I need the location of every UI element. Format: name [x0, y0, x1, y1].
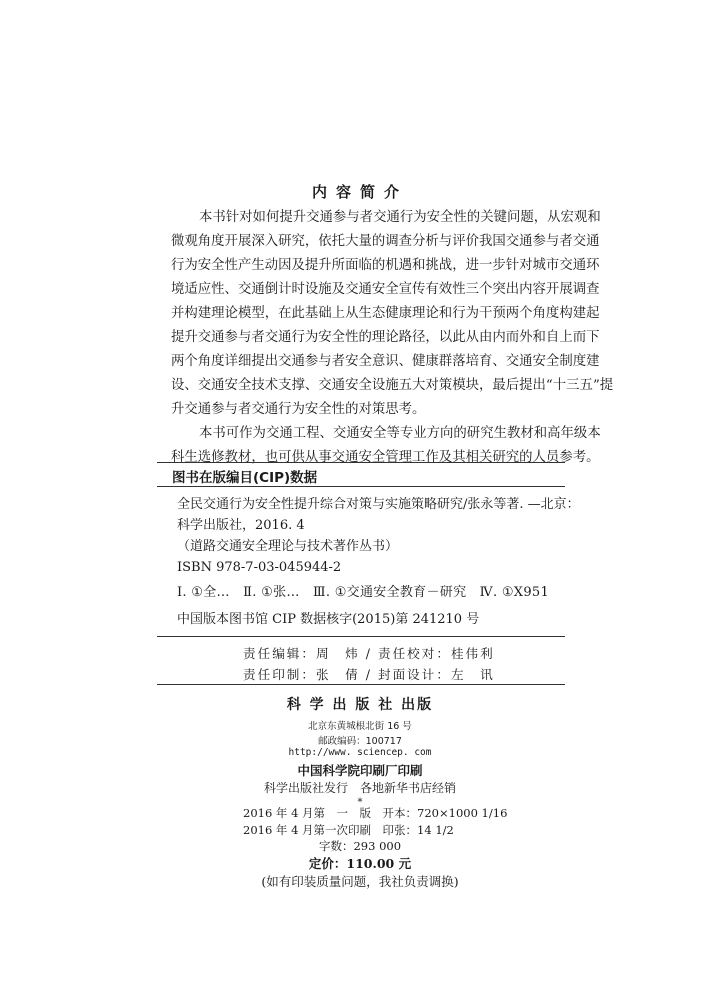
cip-line: 科学出版社，2016. 4	[177, 518, 305, 533]
publisher-postcode: 邮政编码：100717	[318, 736, 402, 747]
summary-p1-line: 境适应性、交通倒计时设施及交通安全宣传有效性三个突出内容开展调查	[171, 282, 600, 297]
summary-p1-line: 升交通参与者交通行为安全性的对策思考。	[171, 402, 426, 417]
summary-p1-line: 本书针对如何提升交通参与者交通行为安全性的关键问题，从宏观和	[199, 210, 601, 225]
summary-p1-line: 提升交通参与者交通行为安全性的理论路径，以此从由内而外和自上而下	[171, 330, 600, 345]
divider-rule	[157, 636, 565, 637]
divider-rule	[157, 684, 565, 685]
cip-line: （道路交通安全理论与技术著作丛书）	[177, 539, 399, 554]
distribution-info: 科学出版社发行 各地新华书店经销	[263, 781, 456, 795]
cip-line: 全民交通行为安全性提升综合对策与实施策略研究/张永等著. —北京：	[177, 497, 580, 512]
print-credits: 责任印制：张 倩 / 封面设计：左 讯	[243, 667, 495, 682]
divider-rule	[157, 486, 565, 487]
summary-p2-line: 本书可作为交通工程、交通安全等专业方向的研究生教材和高年级本	[199, 426, 601, 441]
summary-title: 内容简介	[311, 183, 408, 201]
summary-p1-line: 并构建理论模型，在此基础上从生态健康理论和行为干预两个角度构建起	[171, 306, 600, 321]
publisher-website: http://www. sciencep. com	[288, 747, 432, 758]
cip-heading: 图书在版编目(CIP)数据	[172, 470, 318, 486]
divider-rule	[157, 462, 565, 463]
cip-line: Ⅰ. ①全… Ⅱ. ①张… Ⅲ. ①交通安全教育－研究 Ⅳ. ①X951	[177, 585, 550, 600]
summary-p1-line: 行为安全性产生动因及提升所面临的机遇和挑战，进一步针对城市交通环	[171, 258, 600, 273]
editor-credits: 责任编辑：周 炜 / 责任校对：桂伟利	[243, 646, 495, 661]
price: 定价：110.00 元	[308, 856, 412, 871]
edition-line: 2016 年 4 月第 一 版 开本：720×1000 1/16	[243, 806, 508, 820]
cip-line: ISBN 978-7-03-045944-2	[177, 560, 342, 575]
summary-p1-line: 微观角度开展深入研究，依托大量的调查分析与评价我国交通参与者交通	[171, 234, 600, 249]
word-count: 字数：293 000	[318, 839, 402, 853]
publisher-address: 北京东黄城根北街 16 号	[308, 721, 412, 732]
summary-p1-line: 设、交通安全技术支撑、交通安全设施五大对策模块，最后提出“十三五”提	[171, 378, 614, 393]
summary-p1-line: 两个角度详细提出交通参与者安全意识、健康群落培育、交通安全制度建	[171, 354, 600, 369]
printer-name: 中国科学院印刷厂印刷	[297, 763, 423, 778]
summary-p2-line: 科生选修教材，也可供从事交通安全管理工作及其相关研究的人员参考。	[171, 450, 600, 465]
publisher-name: 科 学 出 版 社 出版	[286, 697, 434, 713]
printing-line: 2016 年 4 月第一次印刷 印张：14 1/2	[243, 823, 454, 837]
separator-asterisk: *	[357, 797, 363, 808]
quality-notice: (如有印装质量问题，我社负责调换)	[261, 874, 459, 889]
cip-line: 中国版本图书馆 CIP 数据核字(2015)第 241210 号	[177, 612, 480, 627]
